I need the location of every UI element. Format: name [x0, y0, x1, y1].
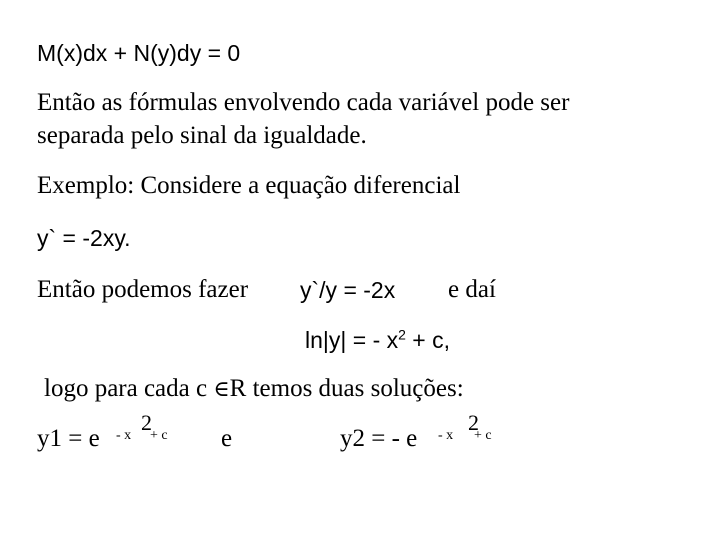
y1-exponent-two: 2	[141, 410, 152, 435]
ln-equation	[305, 325, 450, 355]
logo-line	[44, 374, 464, 404]
y2-exponent-minus-x: - x	[438, 428, 454, 443]
diff-equation: y` = -2xy.	[37, 225, 131, 251]
ln-lhs: ln|y| = - x	[305, 327, 399, 353]
conjunction-e: e	[221, 425, 233, 452]
y2-base: y2 = - e	[340, 425, 418, 452]
y1-base: y1 = e	[37, 425, 100, 452]
example-line: Exemplo: Considere a equação diferencial	[37, 172, 461, 199]
ln-tail: + c,	[405, 327, 451, 353]
y2-exponent-plus-c: + c	[474, 428, 492, 443]
equation-line: M(x)dx + N(y)dy = 0	[37, 40, 241, 66]
ln-exponent: 2	[398, 326, 406, 343]
paragraph-line-1: Então as fórmulas envolvendo cada variável pode ser	[37, 89, 570, 116]
and-then-text: e daí	[448, 276, 496, 303]
quotient-expression: y`/y = -2x	[300, 277, 396, 303]
paragraph-line-2: separada pelo sinal da igualdade.	[37, 122, 367, 149]
y1-exponent-minus-x: - x	[116, 428, 132, 443]
logo-tail: R temos duas soluções:	[229, 375, 464, 402]
logo-text: logo para cada c	[44, 375, 214, 402]
y2-exponent-two: 2	[468, 410, 479, 435]
y1-exponent-plus-c: + c	[150, 428, 168, 443]
element-of-symbol: ∈	[213, 376, 230, 401]
then-text: Então podemos fazer	[37, 276, 249, 303]
